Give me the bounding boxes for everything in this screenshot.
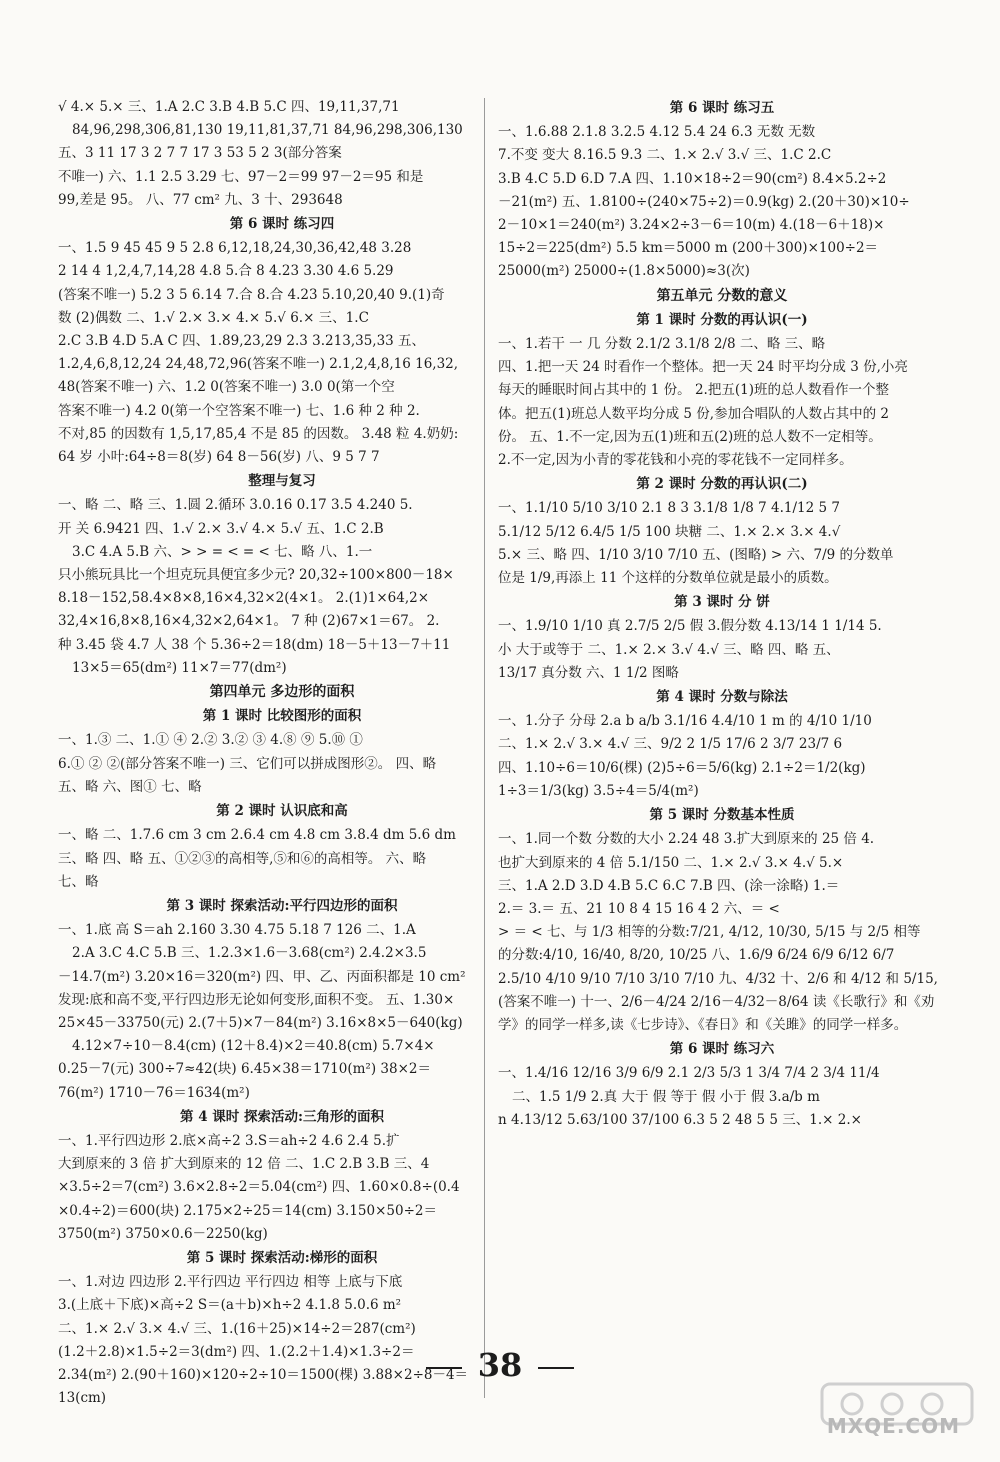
left-answer-line: 答案不唯一) 4.2 0(第一个空答案不唯一) 七、1.6 种 2 种 2. <box>58 402 420 419</box>
right-answer-line: 2.＝ 3.＝ 五、21 10 8 4 15 16 4 2 六、＝ < <box>498 900 780 917</box>
left-answer-line: 七、略 <box>58 873 99 890</box>
right-answer-line: 体。把五(1)班总人数平均分成 5 份,参加合唱队的人数占其中的 2 <box>498 405 889 422</box>
right-section-heading: 第五单元 分数的意义 <box>656 287 788 304</box>
right-answer-line: 三、1.A 2.D 3.D 4.B 5.C 6.C 7.B 四、(涂一涂略) 1.＝ <box>498 877 840 894</box>
left-answer-line: 1.2,4,6,8,12,24 24,48,72,96(答案不唯一) 2.1,2,4,8,16 16,32, <box>58 356 459 373</box>
left-answer-line: 3.(上底＋下底)×高÷2 S＝(a＋b)×h÷2 4.1.8 5.0.6 m² <box>58 1297 402 1314</box>
left-answer-line: 2 14 4 1,2,4,7,14,28 4.8 5.合 8 4.23 3.30 4.6 5.29 <box>58 263 394 280</box>
left-section-heading: 第 1 课时 比较图形的面积 <box>202 708 362 725</box>
left-answer-line: ×3.5÷2＝7(cm²) 3.6×2.8÷2＝5.04(cm²) 四、1.60×0.8÷(0.4 <box>58 1179 460 1196</box>
right-section-heading: 第 6 课时 练习六 <box>669 1041 775 1058</box>
left-answer-line: 2.C 3.B 4.D 5.A C 四、1.89,23,29 2.3 3.213,35,33 五、 <box>58 333 426 350</box>
left-answer-line: √ 4.× 5.× 三、1.A 2.C 3.B 4.B 5.C 四、19,11,37,71 <box>58 99 400 115</box>
left-answer-line: 不对,85 的因数有 1,5,17,85,4 不是 85 的因数。 3.48 粒 4.奶奶: <box>58 425 459 442</box>
right-answer-line: 13/17 真分数 六、1 1/2 图略 <box>498 664 679 681</box>
left-answer-line: 3750(m²) 3750×0.6－2250(kg) <box>58 1225 268 1242</box>
left-answer-line: (答案不唯一) 5.2 3 5 6.14 7.合 8.合 4.23 5.10,20,40 9.(1)奇 <box>58 286 445 303</box>
left-answer-line: 发现:底和高不变,平行四边形无论如何变形,面积不变。 五、1.30× <box>58 991 455 1008</box>
right-answer-line: n 4.13/12 5.63/100 37/100 6.3 5 2 48 5 5 三、1.× 2.× <box>498 1111 862 1128</box>
left-answer-line: －14.7(m²) 3.20×16＝320(m²) 四、甲、乙、丙面积都是 10 cm² <box>58 968 466 985</box>
right-answer-line: 一、1.同一个数 分数的大小 2.24 48 3.扩大到原来的 25 倍 4. <box>498 831 875 848</box>
left-answer-line: 一、1.5 9 45 45 9 5 2.8 6,12,18,24,30,36,42,48 3.28 <box>58 240 412 257</box>
page-number-dash-right <box>538 1367 574 1369</box>
right-answer-line: 15÷2＝225(dm²) 5.5 km＝5000 m (200＋300)×100÷2＝ <box>498 240 879 257</box>
left-answer-line: 开 关 6.9421 四、1.√ 2.× 3.√ 4.× 5.√ 五、1.C 2.B <box>58 520 384 537</box>
right-section-heading: 第 5 课时 分数基本性质 <box>649 807 795 824</box>
left-answer-line: 13×5＝65(dm²) 11×7＝77(dm²) <box>72 659 287 676</box>
right-answer-line: 7.不变 变大 8.16.5 9.3 二、1.× 2.√ 3.√ 三、1.C 2.C <box>498 147 832 164</box>
page-number-footer <box>0 1346 1000 1384</box>
right-answer-line: 学》的同学一样多,读《七步诗》、《春日》和《关雎》的同学一样多。 <box>498 1016 908 1033</box>
left-answer-line: 99,差是 95。 八、77 cm² 九、3 十、293648 <box>58 191 343 208</box>
right-answer-line: 位是 1/9,再添上 11 个这样的分数单位就是最小的质数。 <box>498 570 838 587</box>
right-section-heading: 第 2 课时 分数的再认识(二) <box>636 476 808 493</box>
right-answer-line: －21(m²) 五、1.8100÷(240×75÷2)＝0.9(kg) 2.(20＋30)×10÷ <box>498 193 910 210</box>
right-answer-line: 1÷3＝1/3(kg) 3.5÷4＝5/4(m²) <box>498 782 699 799</box>
right-answer-line: 一、1.1/10 5/10 3/10 2.1 8 3 3.1/8 1/8 7 4.1/12 5 7 <box>498 500 840 517</box>
left-answer-line: 不唯一) 六、1.1 2.5 3.29 七、97－2＝99 97－2＝95 和是 <box>58 168 424 185</box>
left-answer-line: 种 3.45 袋 4.7 人 38 个 5.36÷2＝18(dm) 18－5＋13－7＋11 <box>58 636 451 653</box>
left-answer-line: 一、1.平行四边形 2.底×高÷2 3.S＝ah÷2 4.6 2.4 5.扩 <box>58 1132 400 1149</box>
left-section-heading: 第 4 课时 探索活动:三角形的面积 <box>180 1108 384 1125</box>
left-answer-line: 25×45－33750(元) 2.(7＋5)×7－84(m²) 3.16×8×5－640(kg) <box>58 1014 463 1031</box>
right-section-heading: 第 3 课时 分 饼 <box>674 594 770 611</box>
left-answer-line: 大到原来的 3 倍 扩大到原来的 12 倍 二、1.C 2.B 3.B 三、4 <box>58 1156 430 1173</box>
right-answer-line: 一、1.若干 一 几 分数 2.1/2 3.1/8 2/8 二、略 三、略 <box>498 336 826 353</box>
left-answer-line: 三、略 四、略 五、①②③的高相等,⑤和⑥的高相等。 六、略 <box>58 850 427 867</box>
left-section-heading: 第 3 课时 探索活动:平行四边形的面积 <box>166 897 398 914</box>
left-answer-line: 13(cm) <box>58 1390 107 1407</box>
right-answer-line: 2.不一定,因为小青的零花钱和小亮的零花钱不一定同样多。 <box>498 452 853 469</box>
right-answer-line: (答案不唯一) 十一、2/6－4/24 2/16－4/32－8/64 读《长歌行》和《劝 <box>498 993 935 1010</box>
left-column <box>58 96 506 1410</box>
left-section-heading: 第 2 课时 认识底和高 <box>216 803 348 820</box>
left-answer-line: ×0.4÷2)＝600(块) 2.175×2÷25＝14(cm) 3.150×50÷2＝ <box>58 1202 437 1219</box>
right-answer-line: 一、1.6.88 2.1.8 3.2.5 4.12 5.4 24 6.3 无数 无数 <box>498 124 816 141</box>
left-answer-line: 4.12×7÷10－8.4(cm) (12＋8.4)×2＝40.8(cm) 5.7×4× <box>72 1038 435 1055</box>
left-answer-line: 76(m²) 1710－76＝1634(m²) <box>58 1084 250 1101</box>
column-divider <box>484 98 485 1398</box>
left-answer-line: 6.① ② ②(部分答案不唯一) 三、它们可以拼成图形②。 四、略 <box>58 755 437 772</box>
left-answer-line: 64 岁 小叶:64÷8＝8(岁) 64 8－56(岁) 八、9 5 7 7 <box>58 449 380 466</box>
right-answer-line: 二、1.× 2.√ 3.× 4.√ 三、9/2 2 1/5 17/6 2 3/7 23/7 6 <box>498 736 843 753</box>
left-answer-line: 二、1.× 2.√ 3.× 4.√ 三、1.(16＋25)×14÷2＝287(cm²) <box>58 1320 416 1337</box>
left-answer-line: 0.25－7(元) 300÷7≈42(块) 6.45×38＝1710(m²) 38×2＝ <box>58 1061 431 1078</box>
right-answer-line: 小 大于或等于 二、1.× 2.× 3.√ 4.√ 三、略 四、略 五、 <box>498 641 840 658</box>
right-answer-line: 四、1.把一天 24 时看作一个整体。把一天 24 时平均分成 3 份,小亮 <box>498 359 908 376</box>
left-answer-line: 五、3 11 17 3 2 7 7 17 3 53 5 2 3(部分答案 <box>58 145 342 162</box>
right-section-heading: 第 6 课时 练习五 <box>669 100 775 116</box>
page-number-dash-left <box>426 1367 462 1369</box>
page-number: 38 <box>477 1346 523 1384</box>
left-section-heading: 整理与复习 <box>248 473 316 490</box>
right-answer-line: 2－10×1＝240(m²) 3.24×2÷3－6＝10(m) 4.(18－6＋18)× <box>498 217 885 234</box>
left-section-heading: 第四单元 多边形的面积 <box>209 684 355 701</box>
left-answer-line: 一、1.③ 二、1.① ④ 2.② 3.② ③ 4.⑧ ⑨ 5.⑩ ① <box>58 732 363 749</box>
right-answer-line: 二、1.5 1/9 2.真 大于 假 等于 假 小于 假 3.a/b m <box>512 1088 820 1105</box>
right-answer-line: 也扩大到原来的 4 倍 5.1/150 二、1.× 2.√ 3.× 4.√ 5.× <box>498 854 844 871</box>
left-answer-line: 只小熊玩具比一个坦克玩具便宜多少元? 20,32÷100×800－18× <box>58 567 454 584</box>
left-answer-line: 一、1.底 高 S＝ah 2.160 3.30 4.75 5.18 7 126 二、1.A <box>58 922 416 939</box>
left-answer-line: 48(答案不唯一) 六、1.2 0(答案不唯一) 3.0 0(第一个空 <box>58 379 395 396</box>
left-answer-line: 8.18－152,58.4×8×8,16×4,32×2(4×1。 2.(1)1×64,2× <box>58 590 430 607</box>
right-answer-line: 25000(m²) 25000÷(1.8×5000)≈3(次) <box>498 263 750 280</box>
right-answer-line: 份。 五、1.不一定,因为五(1)班和五(2)班的总人数不一定相等。 <box>498 428 882 445</box>
left-answer-line: 一、略 二、1.7.6 cm 3 cm 2.6.4 cm 4.8 cm 3.8.4 dm 5.6 dm <box>58 827 456 844</box>
right-section-heading: 第 4 课时 分数与除法 <box>656 689 788 706</box>
left-answer-line: (1.2＋2.8)×1.5÷2＝3(dm²) 四、1.(2.2＋1.4)×1.3÷2＝ <box>58 1343 415 1360</box>
left-answer-line: 2.34(m²) 2.(90＋160)×120÷2÷10＝1500(棵) 3.88×2÷8－4＝ <box>58 1366 469 1383</box>
left-answer-line: 2.A 3.C 4.C 5.B 三、1.2.3×1.6－3.68(cm²) 2.4.2×3.5 <box>72 945 427 962</box>
right-answer-line: > ＝ < 七、与 1/3 相等的分数:7/21, 4/12, 10/30, 5/15 与 2/5 相等 <box>498 924 921 941</box>
right-answer-line: 3.B 4.C 5.D 6.D 7.A 四、1.10×18÷2＝90(cm²) 8.4×5.2÷2 <box>498 170 887 187</box>
left-answer-line: 一、略 二、略 三、1.圆 2.循环 3.0.16 0.17 3.5 4.240 5. <box>58 497 413 514</box>
right-answer-line: 一、1.9/10 1/10 真 2.7/5 2/5 假 3.假分数 4.13/14 1 1/14 5. <box>498 618 882 635</box>
right-answer-line: 一、1.4/16 12/16 3/9 6/9 2.1 2/3 5/3 1 3/4 7/4 2 3/4 11/4 <box>498 1065 880 1082</box>
left-answer-line: 一、1.对边 四边形 2.平行四边 平行四边 相等 上底与下底 <box>58 1274 403 1291</box>
watermark-logo <box>812 1380 982 1448</box>
right-section-heading: 第 1 课时 分数的再认识(一) <box>636 311 808 328</box>
left-answer-line: 数 (2)偶数 二、1.√ 2.× 3.× 4.× 5.√ 6.× 三、1.C <box>58 309 369 326</box>
left-answer-line: 3.C 4.A 5.B 六、> > = < = < 七、略 八、1.一 <box>72 543 373 560</box>
left-answer-line: 五、略 六、图① 七、略 <box>58 778 202 795</box>
right-column <box>498 96 946 1132</box>
right-answer-line: 5.× 三、略 四、1/10 3/10 7/10 五、(图略) > 六、7/9 的分数单 <box>498 546 894 563</box>
watermark-text: MXQE.COM <box>826 1414 960 1438</box>
right-answer-line: 2.5/10 4/10 9/10 7/10 3/10 7/10 九、4/32 十、2/6 和 4/12 和 5/15, <box>498 970 938 987</box>
left-section-heading: 第 5 课时 探索活动:梯形的面积 <box>186 1249 378 1266</box>
right-answer-line: 每天的睡眠时间占其中的 1 份。 2.把五(1)班的总人数看作一个整 <box>498 382 889 399</box>
right-answer-line: 四、1.10÷6＝10/6(棵) (2)5÷6＝5/6(kg) 2.1÷2＝1/2(kg) <box>498 759 866 776</box>
left-answer-line: 32,4×16,8×8,16×4,32×2,64×1。 7 种 (2)67×1＝67。 2. <box>58 613 440 630</box>
right-answer-line: 一、1.分子 分母 2.a b a/b 3.1/16 4.4/10 1 m 的 4/10 1/10 <box>498 713 872 730</box>
left-section-heading: 第 6 课时 练习四 <box>229 216 335 233</box>
left-answer-line: 84,96,298,306,81,130 19,11,81,37,71 84,96,298,306,130 <box>72 122 463 139</box>
right-answer-line: 的分数:4/10, 16/40, 8/20, 10/25 八、1.6/9 6/24 6/9 6/12 6/7 <box>498 947 895 964</box>
right-answer-line: 5.1/12 5/12 6.4/5 1/5 100 块糖 二、1.× 2.× 3.× 4.√ <box>498 523 841 540</box>
